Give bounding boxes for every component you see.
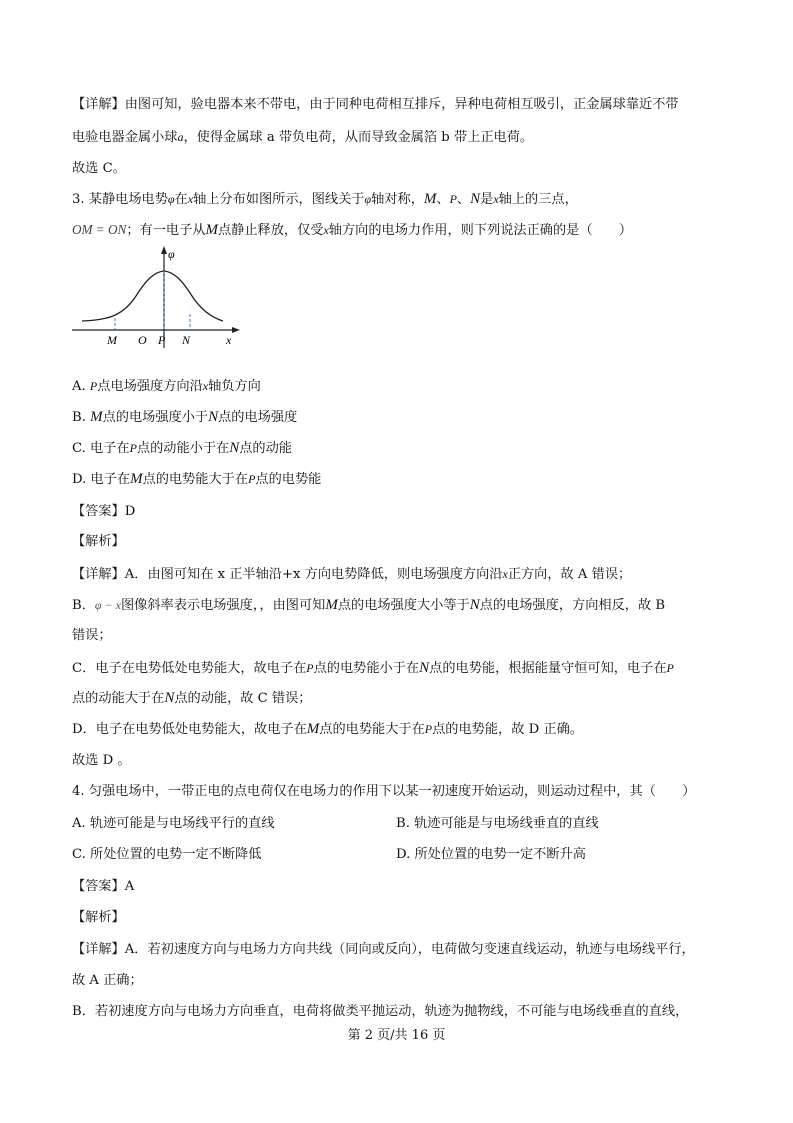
x-axis-arrow bbox=[232, 327, 240, 333]
label-n: N bbox=[182, 333, 191, 347]
q4-analysis-heading: 【解析】 bbox=[72, 910, 125, 925]
q3-stem-line1: 3. 某静电场电势φ在x轴上分布如图所示，图线关于φ轴对称，M、P、N是x轴上的三点， bbox=[72, 191, 578, 207]
label-p: P bbox=[158, 333, 166, 347]
label-m: M bbox=[107, 333, 117, 347]
q3-option-b: B. M点的电场强度小于N点的电场强度 bbox=[72, 409, 298, 425]
q3-explain-a: 【详解】A．由图可知在 x 正半轴沿+x 方向电势降低，则电场强度方向沿x正方向，故 A 错误； bbox=[72, 567, 632, 582]
q3-explain-b-cont: 错误； bbox=[72, 628, 112, 643]
q3-stem-line2: OM = ON；有一电子从M点静止释放，仅受x轴方向的电场力作用，则下列说法正确的是（ ） bbox=[72, 222, 633, 238]
label-o: O bbox=[138, 333, 147, 347]
q4-explain-a2: 故 A 正确； bbox=[72, 973, 143, 988]
q4-stem: 4. 匀强电场中，一带正电的点电荷仅在电场力的作用下以某一初速度开始运动，则运动过程中，其（ ） bbox=[72, 784, 696, 799]
y-axis-arrow bbox=[161, 246, 167, 254]
q4-explain-b1: B．若初速度方向与电场力方向垂直，电荷将做类平抛运动，轨迹为抛物线，不可能与电场线垂直的直线， bbox=[72, 1004, 689, 1019]
q2-detail-line1: 【详解】由图可知，验电器本来不带电，由于同种电荷相互排斥，异种电荷相互吸引，正金属球靠近不带 bbox=[72, 97, 679, 112]
potential-graph bbox=[68, 244, 248, 354]
q4-option-b: B. 轨迹可能是与电场线垂直的直线 bbox=[396, 816, 599, 831]
q3-explain-c-cont: 点的动能大于在N点的动能，故 C 错误； bbox=[72, 690, 312, 706]
q4-explain-a1: 【详解】A．若初速度方向与电场力方向共线（同向或反向），电荷做匀变速直线运动，轨迹与电场线平行， bbox=[72, 942, 695, 957]
potential-curve bbox=[82, 271, 223, 321]
q3-option-d: D. 电子在M点的电势能大于在P点的电势能 bbox=[72, 471, 322, 487]
q3-explain-b: B．φ − x图像斜率表示电场强度，，由图可知M点的电场强度大小等于N点的电场强度，方向相反，故 B bbox=[72, 597, 666, 613]
q3-option-c: C. 电子在P点的动能小于在N点的动能 bbox=[72, 440, 292, 456]
y-axis-label: φ bbox=[168, 247, 175, 261]
q2-choice: 故选 C。 bbox=[72, 161, 126, 176]
page-footer: 第 2 页/共 16 页 bbox=[347, 1028, 446, 1043]
q3-analysis-heading: 【解析】 bbox=[72, 534, 125, 549]
x-axis-label: x bbox=[226, 333, 232, 347]
q3-explain-d: D．电子在电势低处电势能大，故电子在M点的电势能大于在P点的电势能，故 D 正确。 bbox=[72, 721, 583, 737]
q3-answer: 【答案】D bbox=[72, 504, 136, 519]
q2-detail-line2: 电验电器金属小球a，使得金属球 a 带负电荷，从而导致金属箔 b 带上正电荷。 bbox=[72, 130, 534, 145]
q3-option-a: A. P点电场强度方向沿x轴负方向 bbox=[72, 379, 261, 394]
q4-option-a: A. 轨迹可能是与电场线平行的直线 bbox=[72, 816, 275, 831]
q4-answer: 【答案】A bbox=[72, 879, 135, 894]
q3-choice: 故选 D 。 bbox=[72, 753, 131, 768]
q4-option-d: D. 所处位置的电势一定不断升高 bbox=[396, 847, 586, 862]
q4-option-c: C. 所处位置的电势一定不断降低 bbox=[72, 847, 262, 862]
q3-explain-c: C．电子在电势低处电势能大，故电子在P点的电势能小于在N点的电势能，根据能量守恒可知，电子在P bbox=[72, 660, 674, 676]
